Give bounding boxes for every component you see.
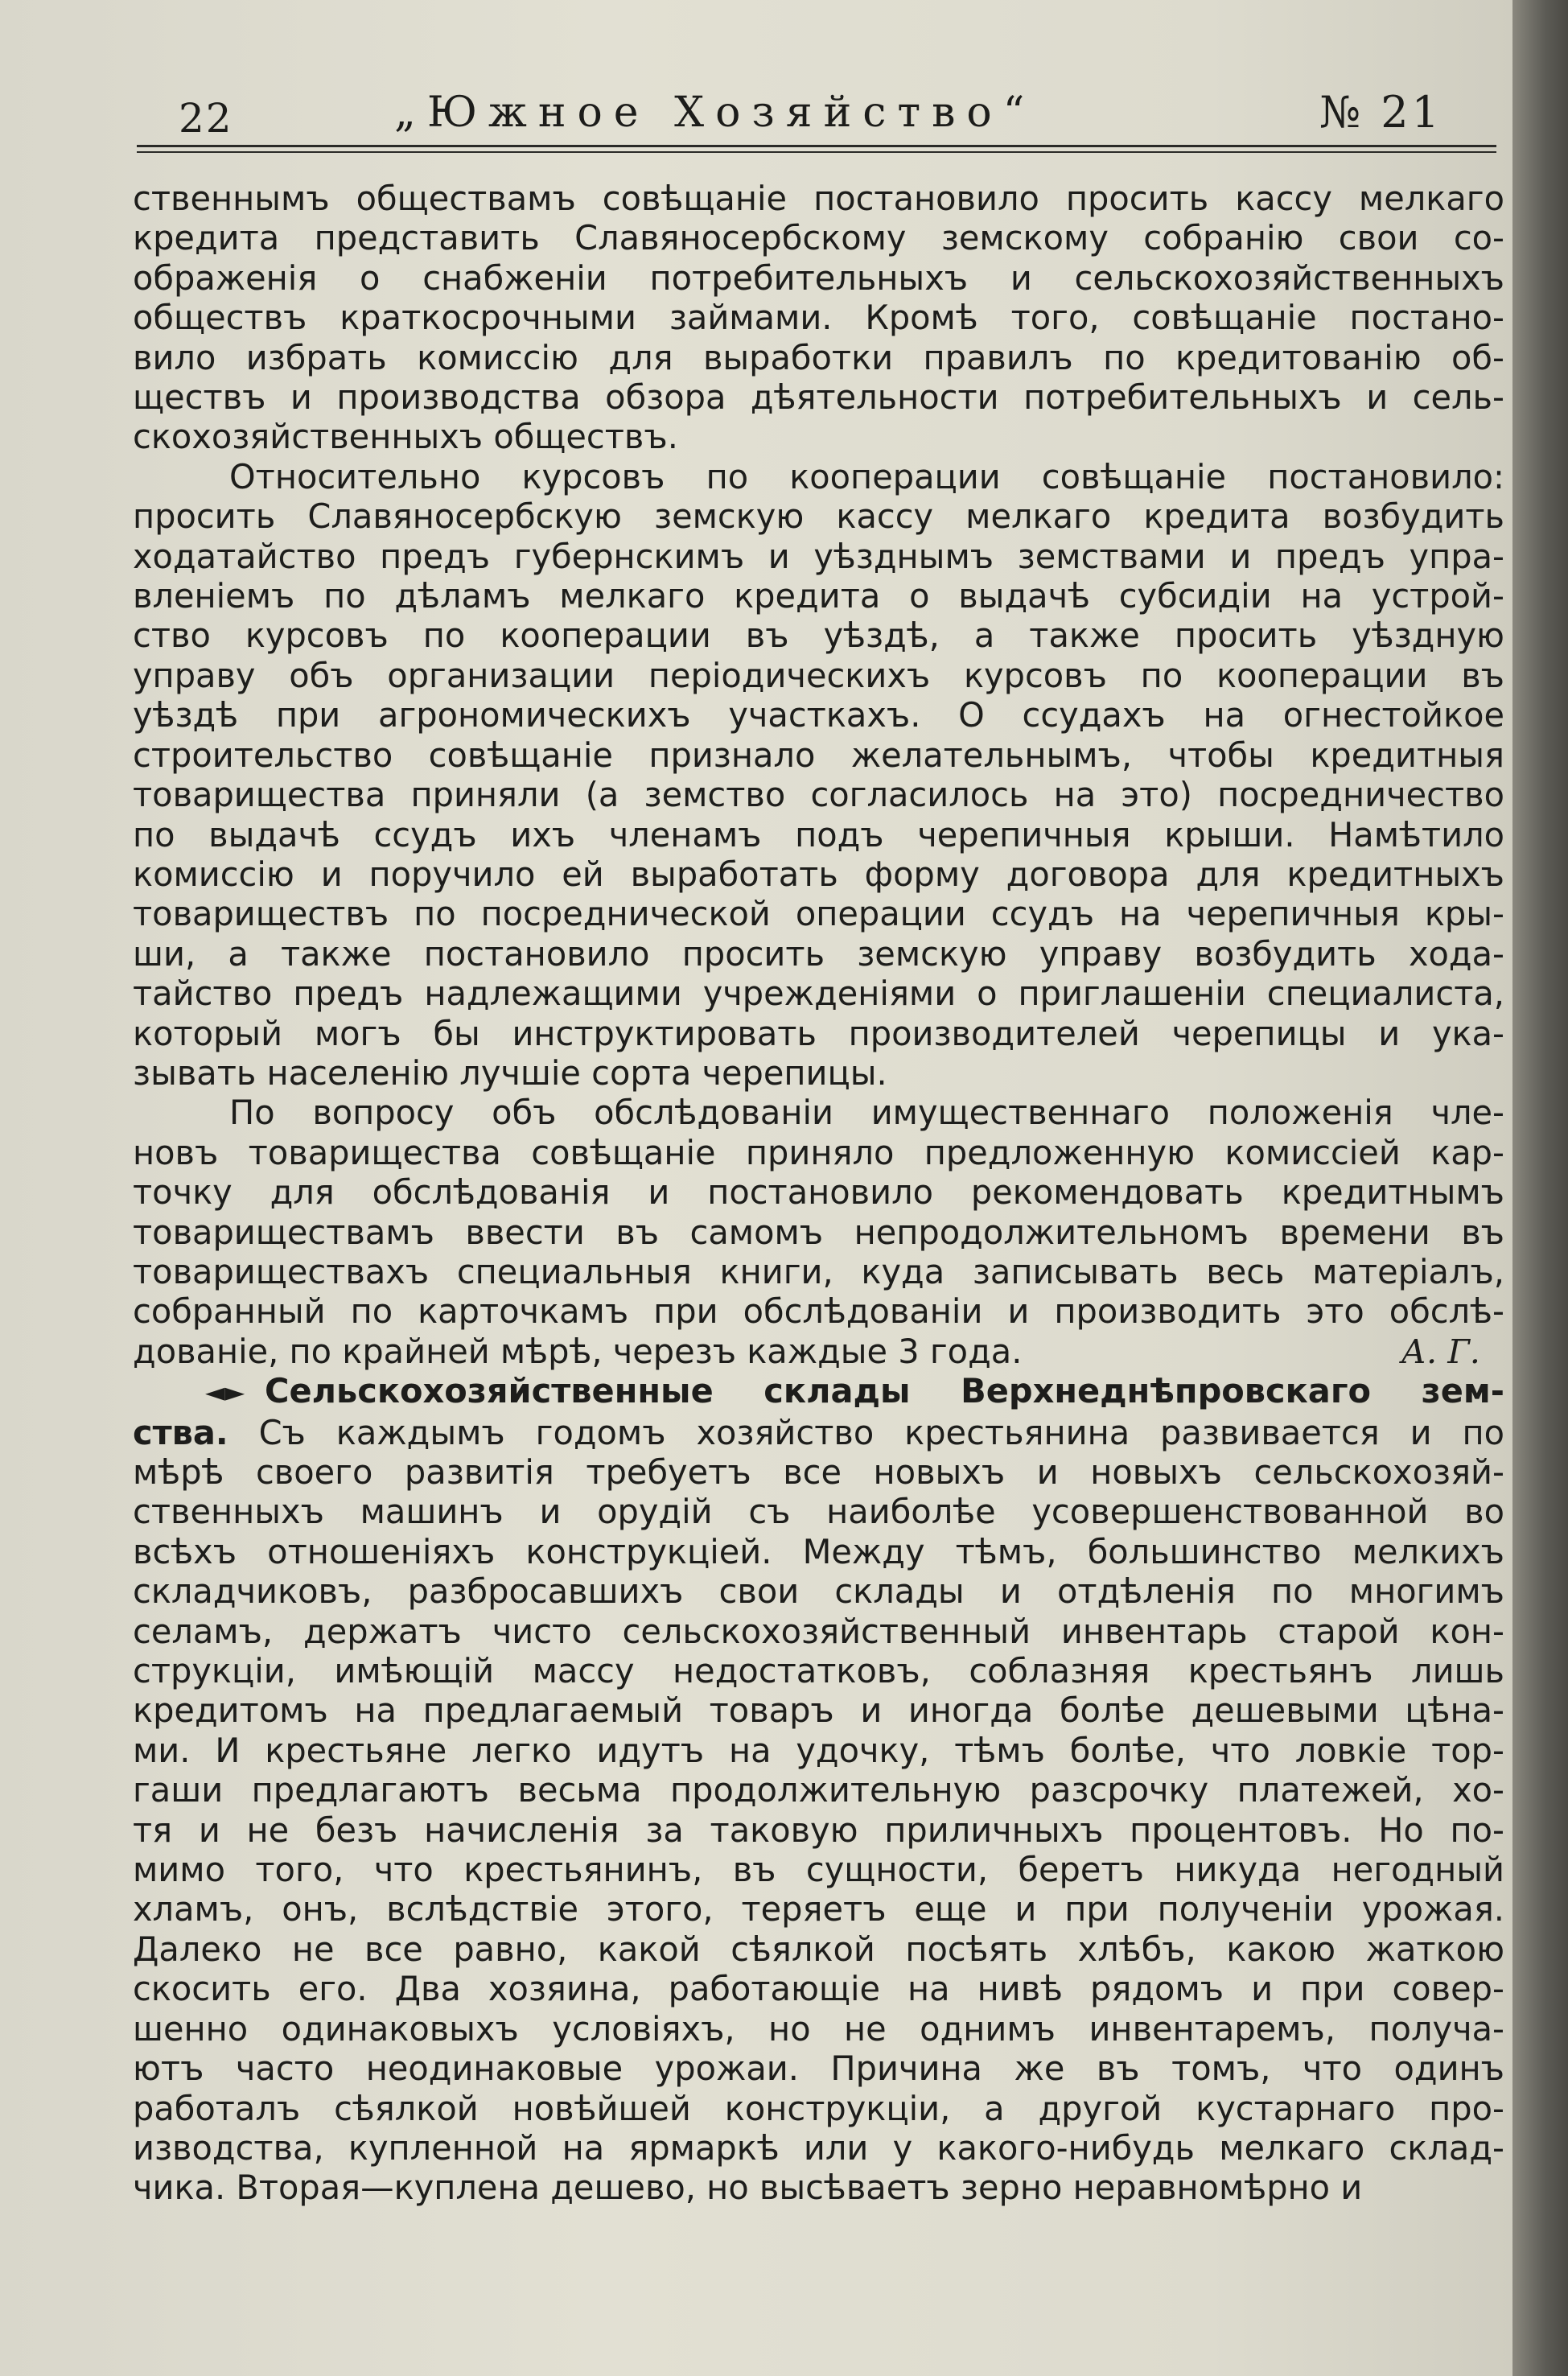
header-rule-bottom xyxy=(137,151,1496,153)
text-line: дованіе, по крайней мѣрѣ, черезъ каждые 3 года. xyxy=(133,1331,1023,1371)
section-agricultural-warehouses xyxy=(133,1371,1504,2208)
section-title: Сельскохозяйственные склады Верхнеднѣпровскаго зем- xyxy=(265,1371,1504,1411)
text-line: зывать населенію лучшіе сорта черепицы. xyxy=(133,1052,887,1093)
text-line: ществъ и производства обзора дѣятельности потребительныхъ и сель- xyxy=(133,377,1504,418)
text-line: Относительно курсовъ по кооперации совѣщаніе постановило: xyxy=(229,456,1504,496)
text-line: струкціи, имѣющій массу недостатковъ, соблазняя крестьянъ лишь xyxy=(133,1651,1504,1691)
text-line xyxy=(133,1413,1504,1452)
text-line: мѣрѣ своего развитія требуетъ все новыхъ и новыхъ сельскохозяй- xyxy=(133,1452,1504,1492)
header-rule-top xyxy=(137,145,1496,147)
author-signature: А. Г. xyxy=(1401,1331,1480,1371)
text-line: работалъ сѣялкой новѣйшей конструкціи, а другой кустарнаго про- xyxy=(133,2088,1504,2128)
text-line: ходатайство предъ губернскимъ и уѣзднымъ земствами и предъ упра- xyxy=(133,536,1504,576)
text-line: скосить его. Два хозяина, работающіе на нивѣ рядомъ и при совер- xyxy=(133,1969,1504,2009)
text-line: управу объ организации періодическихъ курсовъ по кооперации въ xyxy=(133,655,1504,695)
text-line: собранный по карточкамъ при обслѣдованіи и производить это обслѣ- xyxy=(133,1291,1504,1332)
journal-title: „Южное Хозяйство“ xyxy=(394,89,1036,137)
text-line: комиссію и поручило ей выработать форму договора для кредитныхъ xyxy=(133,854,1504,894)
text-line: Далеко не все равно, какой сѣялкой посѣять хлѣбъ, какою жаткою xyxy=(133,1929,1504,1969)
text-fragment: Съ каждымъ годомъ хозяйство крестьянина развивается и по xyxy=(228,1412,1504,1452)
text-line: товариществъ по посреднической операции ссудъ на черепичныя кры- xyxy=(133,894,1504,934)
text-line: мимо того, что крестьянинъ, въ сущности, беретъ никуда негодный xyxy=(133,1850,1504,1890)
paragraph-2 xyxy=(133,457,1504,1093)
text-line: складчиковъ, разбросавшихъ свои склады и отдѣленія по многимъ xyxy=(133,1571,1504,1612)
text-line: вило избрать комиссію для выработки правилъ по кредитованію об- xyxy=(133,337,1504,377)
text-line: товариществамъ ввести въ самомъ непродолжительномъ времени въ xyxy=(133,1212,1504,1252)
adjacent-page-edge xyxy=(1512,0,1568,2376)
section-heading-line xyxy=(133,1371,1504,1412)
text-line: новъ товарищества совѣщаніе приняло предложенную комиссіей кар- xyxy=(133,1132,1504,1172)
text-line: селамъ, держатъ чисто сельскохозяйственный инвентарь старой кон- xyxy=(133,1611,1504,1651)
text-line: ши, а также постановило просить земскую управу возбудить хода- xyxy=(133,933,1504,974)
text-line: товариществахъ специальныя книги, куда записывать весь матеріалъ, xyxy=(133,1251,1504,1291)
text-line: вленіемъ по дѣламъ мелкаго кредита о выдачѣ субсидіи на устрой- xyxy=(133,576,1504,616)
diamond-arrows-icon: ◄► xyxy=(205,1377,245,1408)
text-line: кредита представить Славяносербскому земскому собранію свои со- xyxy=(133,218,1504,258)
running-header xyxy=(137,80,1496,145)
text-line: уѣздѣ при агрономическихъ участкахъ. О ссудахъ на огнестойкое xyxy=(133,695,1504,735)
text-line: точку для обслѣдованія и постановило рекомендовать кредитнымъ xyxy=(133,1172,1504,1213)
text-line: тя и не безъ начисленія за таковую приличныхъ процентовъ. Но по- xyxy=(133,1810,1504,1850)
paragraph-3 xyxy=(133,1093,1504,1371)
text-line: товарищества приняли (а земство согласилось на это) посредничество xyxy=(133,775,1504,815)
text-line: ютъ часто неодинаковые урожаи. Причина же въ томъ, что одинъ xyxy=(133,2049,1504,2089)
text-line: по выдачѣ ссудъ ихъ членамъ подъ черепичныя крыши. Намѣтило xyxy=(133,814,1504,854)
text-line: По вопросу объ обслѣдованіи имущественнаго положенія чле- xyxy=(229,1093,1504,1133)
paragraph-1 xyxy=(133,179,1504,457)
text-line: ображенія о снабженіи потребительныхъ и сельскохозяйственныхъ xyxy=(133,257,1504,298)
text-line-with-signature xyxy=(133,1332,1504,1371)
section-title-end: ства. xyxy=(133,1412,228,1452)
text-line: гаши предлагаютъ весьма продолжительную разсрочку платежей, хо- xyxy=(133,1770,1504,1810)
text-line: изводства, купленной на ярмаркѣ или у какого-нибудь мелкаго склад- xyxy=(133,2127,1504,2168)
text-line: шенно одинаковыхъ условіяхъ, но не однимъ инвентаремъ, получа- xyxy=(133,2008,1504,2049)
text-line: кредитомъ на предлагаемый товаръ и иногда болѣе дешевыми цѣна- xyxy=(133,1690,1504,1731)
text-line: просить Славяносербскую земскую кассу мелкаго кредита возбудить xyxy=(133,496,1504,537)
text-line: чика. Вторая—куплена дешево, но высѣваетъ зерно неравномѣрно и xyxy=(133,2168,1363,2208)
text-line: ми. И крестьяне легко идутъ на удочку, тѣмъ болѣе, что ловкіе тор- xyxy=(133,1730,1504,1770)
text-line: хламъ, онъ, вслѣдствіе этого, теряетъ еще и при полученіи урожая. xyxy=(133,1889,1504,1929)
text-line: который могъ бы инструктировать производителей черепицы и ука- xyxy=(133,1013,1504,1053)
text-line: обществъ краткосрочными займами. Кромѣ того, совѣщаніе постано- xyxy=(133,298,1504,338)
issue-number: № 21 xyxy=(1319,87,1442,138)
text-line: скохозяйственныхъ обществъ. xyxy=(133,417,678,457)
text-line: тайство предъ надлежащими учрежденіями о приглашеніи специалиста, xyxy=(133,974,1504,1014)
article-body xyxy=(133,179,1504,2208)
text-line: ственныхъ машинъ и орудій съ наиболѣе усовершенствованной во xyxy=(133,1492,1504,1532)
text-line: ственнымъ обществамъ совѣщаніе постановило просить кассу мелкаго xyxy=(133,179,1504,218)
page-number: 22 xyxy=(179,95,233,142)
text-line: строительство совѣщаніе признало желательнымъ, чтобы кредитныя xyxy=(133,735,1504,775)
text-line: всѣхъ отношеніяхъ конструкціей. Между тѣмъ, большинство мелкихъ xyxy=(133,1531,1504,1571)
text-line: ство курсовъ по кооперации въ уѣздѣ, а также просить уѣздную xyxy=(133,616,1504,656)
